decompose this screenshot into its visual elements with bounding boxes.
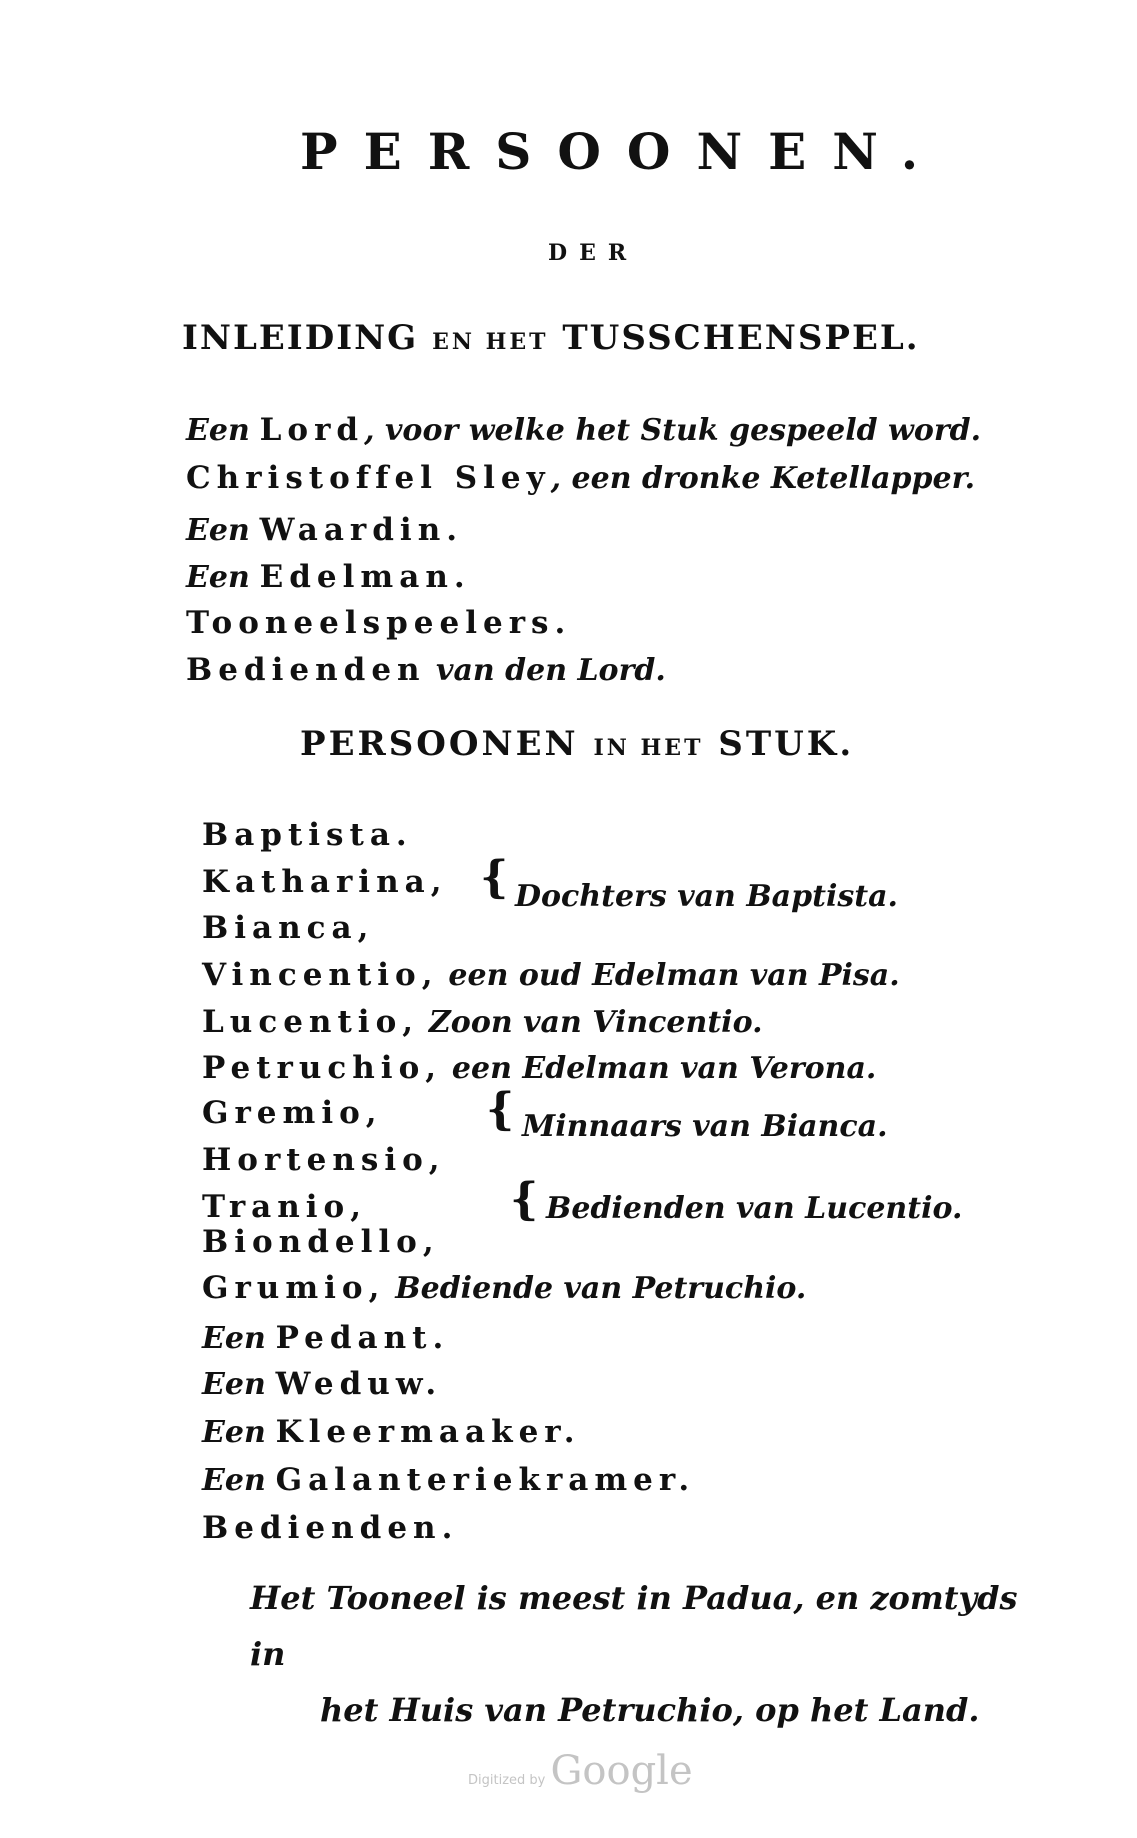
play-role-pedant (202, 1318, 449, 1359)
brace-mark: { (480, 852, 509, 903)
section-heading-part: EN HET (432, 329, 549, 355)
subtitle-der: DER (548, 240, 639, 266)
role-name: Baptista. (202, 817, 413, 853)
section-heading-play (300, 724, 854, 764)
play-role-vincentio (202, 955, 900, 996)
role-name: Vincentio, (202, 957, 439, 993)
section-heading-part: TUSSCHENSPEL. (562, 318, 920, 358)
role-name: Petruchio, (202, 1050, 443, 1086)
play-role-gremio (202, 1093, 383, 1133)
play-role-tranio (202, 1187, 367, 1227)
role-name: Katharina, (202, 864, 448, 900)
play-role-widow (202, 1364, 442, 1405)
role-description: Zoon van Vincentio. (428, 1005, 763, 1040)
role-prefix: Een (202, 1321, 266, 1356)
digitized-watermark (468, 1748, 693, 1794)
role-name: Lord (259, 412, 365, 448)
role-prefix: Een (202, 1415, 266, 1450)
role-name: Waardin. (259, 512, 464, 548)
servants-description (546, 1188, 962, 1229)
role-description: Bediende van Petruchio. (395, 1271, 807, 1306)
role-prefix: Een (186, 413, 250, 448)
daughters-description (515, 876, 898, 917)
role-name: Hortensio, (202, 1142, 446, 1178)
role-prefix: Een (186, 513, 250, 548)
intro-role-lord (186, 410, 981, 451)
role-name: Tranio, (202, 1189, 368, 1225)
role-description: Minnaars van Bianca. (522, 1109, 888, 1144)
intro-role-hostess (186, 510, 463, 551)
setting-note-line: Het Tooneel is meest in Padua, en zomtyds in (250, 1579, 1018, 1673)
role-name: Galanteriekramer. (275, 1462, 696, 1498)
role-name: Pedant. (275, 1320, 450, 1356)
role-name: Bianca, (202, 910, 375, 946)
intro-role-sley (186, 458, 975, 499)
intro-role-servants (186, 650, 666, 691)
play-role-katharina (202, 862, 448, 902)
role-name: Kleermaaker. (275, 1414, 581, 1450)
section-heading-part: PERSOONEN (300, 724, 579, 764)
role-description: van den Lord. (425, 653, 666, 688)
role-prefix: Een (202, 1367, 266, 1402)
play-role-bianca (202, 908, 374, 948)
watermark-logo-text: Google (550, 1748, 693, 1794)
role-description: een oud Edelman van Pisa. (448, 958, 900, 993)
role-name: Gremio, (202, 1095, 383, 1131)
play-role-hortensio (202, 1140, 446, 1180)
play-role-tailor (202, 1412, 581, 1453)
page-title: PERSOONEN. (300, 122, 945, 181)
role-description: Dochters van Baptista. (515, 879, 898, 914)
role-prefix: Een (202, 1463, 266, 1498)
role-name: Edelman. (259, 559, 471, 595)
role-description: een Edelman van Verona. (451, 1051, 877, 1086)
role-name: Lucentio, (202, 1004, 420, 1040)
play-role-grumio (202, 1268, 806, 1309)
watermark-small-text: Digitized by (468, 1773, 546, 1788)
setting-note (250, 1570, 1030, 1738)
setting-note-line: het Huis van Petruchio, op het Land. (320, 1691, 980, 1729)
brace-mark: { (510, 1174, 539, 1225)
role-description: , voor welke het Stuk gespeeld word. (364, 413, 982, 448)
play-role-lucentio (202, 1002, 763, 1043)
suitors-description (522, 1106, 888, 1147)
play-role-haberdasher (202, 1460, 695, 1501)
section-heading-part: IN HET (593, 735, 704, 761)
section-heading-part: STUK. (718, 724, 855, 764)
intro-role-nobleman (186, 557, 471, 598)
role-name: Bedienden (186, 652, 426, 688)
role-description: , een dronke Ketellapper. (550, 461, 976, 496)
role-name: Bedienden. (202, 1510, 459, 1546)
play-role-biondello (202, 1222, 440, 1262)
role-name: Weduw. (275, 1366, 443, 1402)
role-prefix: Een (186, 560, 250, 595)
brace-mark: { (486, 1084, 515, 1135)
play-role-petruchio (202, 1048, 876, 1089)
role-description: Bedienden van Lucentio. (546, 1191, 963, 1226)
role-name: Christoffel Sley (186, 460, 551, 496)
section-heading-part: INLEIDING (182, 318, 419, 358)
role-name: Tooneelspeelers. (186, 605, 572, 641)
role-name: Biondello, (202, 1224, 440, 1260)
play-role-baptista (202, 815, 413, 855)
section-heading-intro (182, 318, 920, 358)
play-role-servants (202, 1508, 458, 1548)
role-name: Grumio, (202, 1270, 386, 1306)
intro-role-players (186, 603, 571, 643)
